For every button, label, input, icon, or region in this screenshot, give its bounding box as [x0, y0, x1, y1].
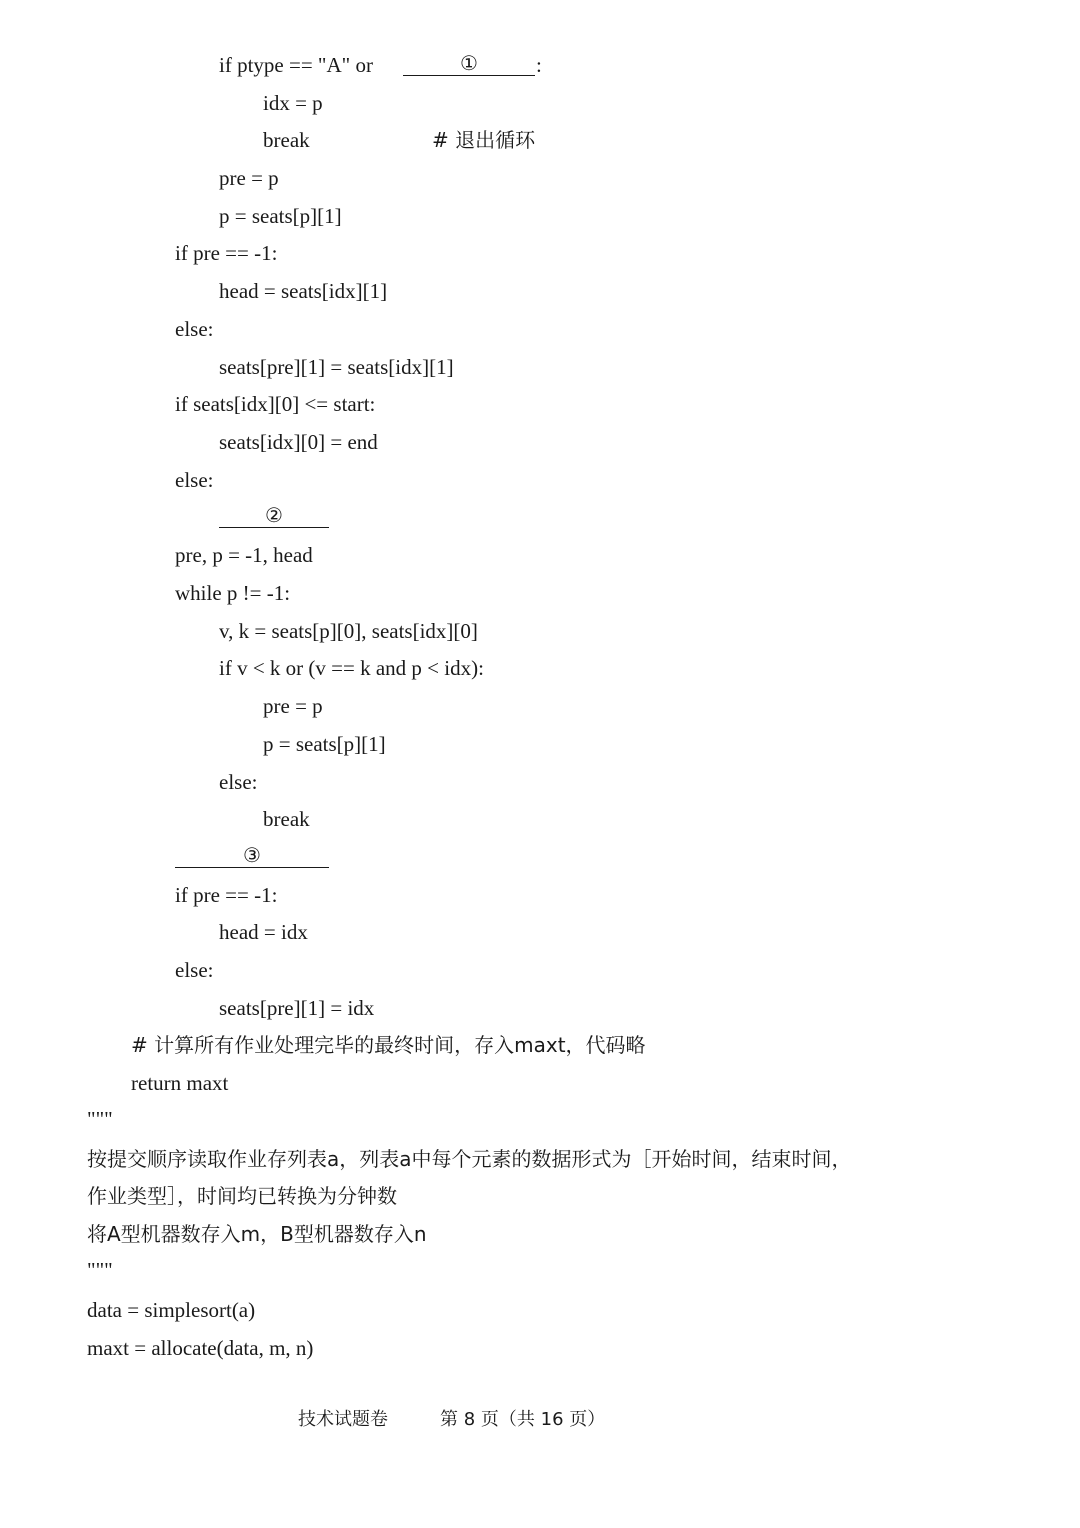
code-line-21: if pre == -1:: [175, 883, 278, 907]
code-comment-exit-loop: # 退出循环: [432, 128, 536, 152]
code-line-13: pre, p = -1, head: [175, 543, 313, 567]
code-line-5: p = seats[p][1]: [219, 204, 342, 228]
code-line-simplesort: data = simplesort(a): [87, 1298, 256, 1322]
code-line-12: else:: [175, 468, 214, 492]
docstring-line-3: 将A型机器数存入m，B型机器数存入n: [87, 1222, 427, 1246]
code-line-4: pre = p: [219, 166, 279, 190]
code-line-1-colon: :: [536, 53, 542, 77]
code-line-1: if ptype == "A" or: [219, 53, 373, 77]
code-line-8: else:: [175, 317, 214, 341]
docstring-close: """: [87, 1258, 113, 1282]
code-line-22: head = idx: [219, 920, 308, 944]
code-line-14: while p != -1:: [175, 581, 291, 605]
code-line-23: else:: [175, 958, 214, 982]
footer-page-number: 第 8 页（共 16 页）: [440, 1409, 606, 1430]
code-line-return: return maxt: [131, 1071, 229, 1095]
code-line-11: seats[idx][0] = end: [219, 430, 378, 454]
code-line-2: idx = p: [263, 91, 323, 115]
code-line-3: break: [263, 128, 310, 152]
code-line-7: head = seats[idx][1]: [219, 279, 388, 303]
code-line-17: pre = p: [263, 694, 323, 718]
code-line-allocate: maxt = allocate(data, m, n): [87, 1336, 314, 1360]
docstring-line-2: 作业类型］，时间均已转换为分钟数: [87, 1184, 397, 1208]
code-line-16: if v < k or (v == k and p < idx):: [219, 656, 484, 680]
answer-blank-3[interactable]: ③: [175, 843, 329, 868]
code-line-24: seats[pre][1] = idx: [219, 996, 375, 1020]
docstring-line-1: 按提交顺序读取作业存列表a，列表a中每个元素的数据形式为［开始时间，结束时间，: [87, 1147, 852, 1171]
answer-blank-2[interactable]: ②: [219, 503, 329, 528]
footer-title: 技术试题卷: [298, 1409, 388, 1430]
code-line-20: break: [263, 807, 310, 831]
code-line-19: else:: [219, 770, 258, 794]
code-line-18: p = seats[p][1]: [263, 732, 386, 756]
code-line-6: if pre == -1:: [175, 241, 278, 265]
code-line-10: if seats[idx][0] <= start:: [175, 392, 376, 416]
code-line-9: seats[pre][1] = seats[idx][1]: [219, 355, 454, 379]
code-line-15: v, k = seats[p][0], seats[idx][0]: [219, 619, 478, 643]
code-comment-maxt: # 计算所有作业处理完毕的最终时间，存入maxt，代码略: [131, 1033, 646, 1057]
docstring-open: """: [87, 1107, 113, 1131]
answer-blank-1[interactable]: ①: [403, 51, 535, 76]
